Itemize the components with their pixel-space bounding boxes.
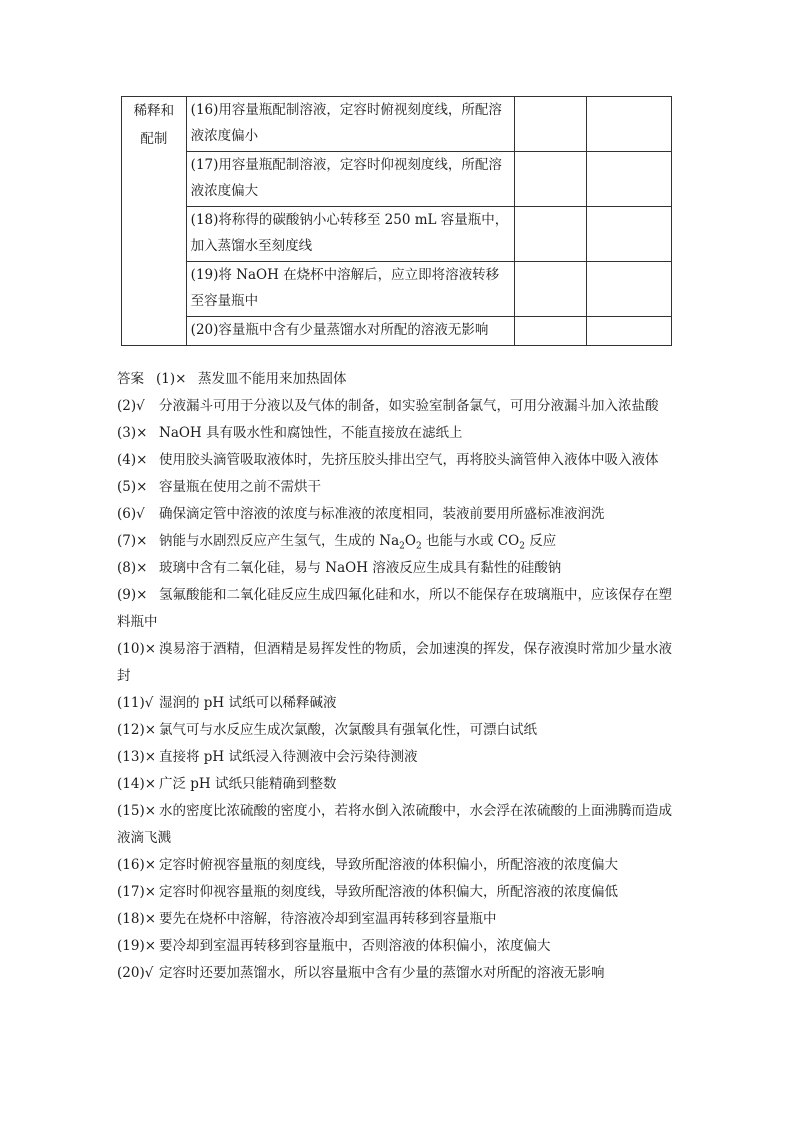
answer-text-part: 钠能与水剧烈反应产生氢气，生成的 Na bbox=[159, 533, 400, 549]
table-row bbox=[122, 152, 672, 207]
answer-item bbox=[117, 960, 682, 987]
answer-number: (16)× bbox=[117, 857, 157, 873]
answer-number: (9)× bbox=[117, 587, 148, 603]
category-line-2: 配制 bbox=[140, 131, 168, 147]
answer-number: (2)√ bbox=[117, 398, 145, 414]
reason-cell bbox=[587, 262, 672, 317]
answer-item bbox=[117, 636, 682, 690]
answer-cell bbox=[514, 262, 587, 317]
table-row bbox=[122, 207, 672, 262]
table-row bbox=[122, 317, 672, 346]
answer-item bbox=[117, 393, 682, 420]
subscript: 2 bbox=[399, 541, 405, 552]
answer-item bbox=[117, 447, 682, 474]
statement-cell: (20)容量瓶中含有少量蒸馏水对所配的溶液无影响 bbox=[186, 317, 514, 346]
answer-number: (8)× bbox=[117, 560, 148, 576]
answer-number: (13)× bbox=[117, 749, 157, 765]
answer-item bbox=[117, 906, 682, 933]
answer-item bbox=[117, 555, 682, 582]
question-table bbox=[121, 96, 672, 346]
reason-cell bbox=[587, 97, 672, 152]
answer-cell bbox=[514, 317, 587, 346]
answer-number: (15)× bbox=[117, 803, 157, 819]
answer-text bbox=[159, 533, 557, 552]
statement-cell: (16)用容量瓶配制溶液，定容时俯视刻度线，所配溶液浓度偏小 bbox=[186, 97, 514, 152]
answer-number: (6)√ bbox=[117, 506, 145, 522]
answer-text: NaOH 具有吸水性和腐蚀性，不能直接放在滤纸上 bbox=[159, 425, 463, 441]
answer-number: (10)× bbox=[117, 641, 157, 657]
statement-cell: (19)将 NaOH 在烧杯中溶解后，应立即将溶液转移至容量瓶中 bbox=[186, 262, 514, 317]
answer-item bbox=[117, 582, 682, 636]
answer-text: 直接将 pH 试纸浸入待测液中会污染待测液 bbox=[159, 749, 418, 765]
answer-item bbox=[117, 852, 682, 879]
answer-text: 分液漏斗可用于分液以及气体的制备，如实验室制备氯气，可用分液漏斗加入浓盐酸 bbox=[159, 398, 659, 414]
answer-item bbox=[117, 501, 682, 528]
answer-item bbox=[117, 717, 682, 744]
category-cell bbox=[122, 97, 187, 346]
answer-item bbox=[117, 771, 682, 798]
answer-number: (5)× bbox=[117, 479, 148, 495]
answer-heading: 答案 bbox=[117, 371, 144, 387]
subscript: 2 bbox=[519, 541, 525, 552]
answer-item bbox=[117, 690, 682, 717]
answer-cell bbox=[514, 152, 587, 207]
category-line-1: 稀释和 bbox=[133, 103, 175, 119]
answer-item bbox=[117, 420, 682, 447]
answer-item bbox=[117, 798, 682, 852]
answer-number: (20)√ bbox=[117, 965, 154, 981]
answer-text: 水的密度比浓硫酸的密度小，若将水倒入浓硫酸中，水会浮在浓硫酸的上面沸腾而造成液滴飞溅 bbox=[117, 803, 672, 846]
table-row bbox=[122, 97, 672, 152]
answer-text: 确保滴定管中溶液的浓度与标准液的浓度相同，装液前要用所盛标准液润洗 bbox=[159, 506, 605, 522]
answer-cell bbox=[514, 207, 587, 262]
answer-text: 溴易溶于酒精，但酒精是易挥发性的物质，会加速溴的挥发，保存液溴时常加少量水液封 bbox=[117, 641, 672, 684]
table-row bbox=[122, 262, 672, 317]
answer-text-part: 反应 bbox=[524, 533, 557, 549]
answer-text: 要先在烧杯中溶解，待溶液冷却到室温再转移到容量瓶中 bbox=[159, 911, 497, 927]
answer-number: (14)× bbox=[117, 776, 157, 792]
answer-number: (1)× bbox=[156, 371, 187, 387]
answer-item bbox=[117, 933, 682, 960]
answer-number: (18)× bbox=[117, 911, 157, 927]
statement-cell: (18)将称得的碳酸钠小心转移至 250 mL 容量瓶中，加入蒸馏水至刻度线 bbox=[186, 207, 514, 262]
answer-section bbox=[117, 366, 682, 987]
answer-number: (19)× bbox=[117, 938, 157, 954]
answer-text: 玻璃中含有二氧化硅，易与 NaOH 溶液反应生成具有黏性的硅酸钠 bbox=[159, 560, 562, 576]
answer-item bbox=[117, 366, 682, 393]
reason-cell bbox=[587, 152, 672, 207]
answer-text: 定容时还要加蒸馏水，所以容量瓶中含有少量的蒸馏水对所配的溶液无影响 bbox=[159, 965, 605, 981]
answer-number: (11)√ bbox=[117, 695, 154, 711]
answer-text: 湿润的 pH 试纸可以稀释碱液 bbox=[159, 695, 337, 711]
answer-text-part: 也能与水或 CO bbox=[421, 533, 520, 549]
answer-text: 要冷却到室温再转移到容量瓶中，否则溶液的体积偏小，浓度偏大 bbox=[159, 938, 551, 954]
reason-cell bbox=[587, 207, 672, 262]
answer-text: 广泛 pH 试纸只能精确到整数 bbox=[159, 776, 337, 792]
answer-text-part: O bbox=[404, 533, 416, 549]
answer-item bbox=[117, 879, 682, 906]
answer-text: 氢氟酸能和二氧化硅反应生成四氟化硅和水，所以不能保存在玻璃瓶中，应该保存在塑料瓶中 bbox=[117, 587, 672, 630]
answer-text: 使用胶头滴管吸取液体时，先挤压胶头排出空气，再将胶头滴管伸入液体中吸入液体 bbox=[159, 452, 659, 468]
answer-number: (7)× bbox=[117, 533, 148, 549]
answer-number: (12)× bbox=[117, 722, 157, 738]
answer-number: (4)× bbox=[117, 452, 148, 468]
answer-number: (3)× bbox=[117, 425, 148, 441]
answer-item bbox=[117, 744, 682, 771]
answer-cell bbox=[514, 97, 587, 152]
answer-text: 氯气可与水反应生成次氯酸，次氯酸具有强氧化性，可漂白试纸 bbox=[159, 722, 537, 738]
answer-text: 定容时俯视容量瓶的刻度线，导致所配溶液的体积偏小，所配溶液的浓度偏大 bbox=[159, 857, 618, 873]
answer-text: 定容时仰视容量瓶的刻度线，导致所配溶液的体积偏大，所配溶液的浓度偏低 bbox=[159, 884, 618, 900]
answer-item bbox=[117, 528, 682, 555]
answer-text: 容量瓶在使用之前不需烘干 bbox=[159, 479, 321, 495]
statement-cell: (17)用容量瓶配制溶液，定容时仰视刻度线，所配溶液浓度偏大 bbox=[186, 152, 514, 207]
subscript: 2 bbox=[415, 541, 422, 552]
reason-cell bbox=[587, 317, 672, 346]
answer-number: (17)× bbox=[117, 884, 157, 900]
answer-text: 蒸发皿不能用来加热固体 bbox=[198, 371, 347, 387]
answer-item bbox=[117, 474, 682, 501]
